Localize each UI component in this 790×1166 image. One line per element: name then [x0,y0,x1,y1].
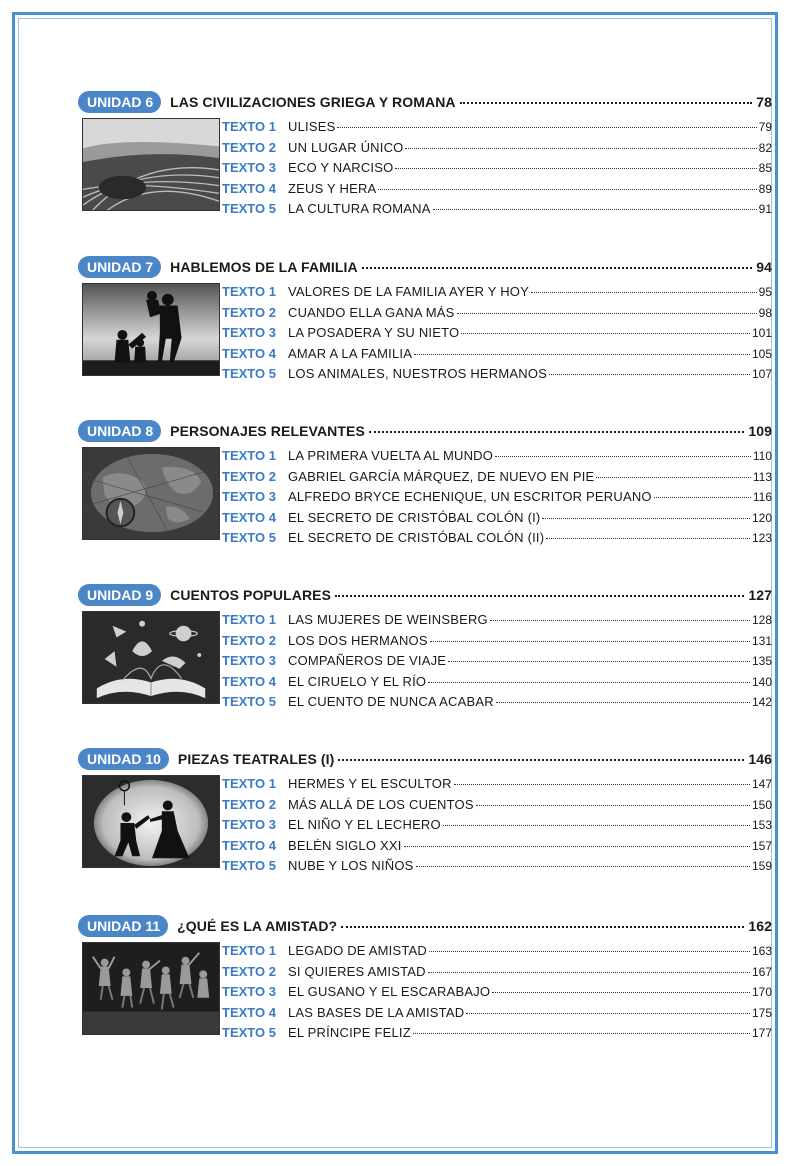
dot-leader [362,267,753,269]
unit-badge: UNIDAD 7 [78,256,161,278]
toc-row[interactable] [222,674,772,695]
dot-leader [460,102,753,104]
texto-page-number: 131 [751,633,772,648]
friends-jumping-photo [82,942,220,1035]
texto-label: TEXTO 3 [222,984,276,1000]
dot-leader [531,292,757,293]
dot-leader [654,497,751,498]
unit-page-number: 94 [756,259,772,275]
unit-badge: UNIDAD 8 [78,420,161,442]
texto-title: LAS MUJERES DE WEINSBERG [288,612,488,627]
dot-leader [549,374,750,375]
texto-title: EL CIRUELO Y EL RÍO [288,673,427,689]
unit-page-number: 78 [756,94,772,110]
texto-label: TEXTO 5 [222,366,276,382]
texto-title: EL NIÑO Y EL LECHERO [288,817,441,833]
texto-label: TEXTO 3 [222,653,276,669]
dot-leader [413,1033,750,1034]
unit-title: HABLEMOS DE LA FAMILIA [170,259,358,275]
texto-page-number: 140 [751,674,772,689]
toc-row[interactable] [222,469,772,490]
unit-title: PIEZAS TEATRALES (I) [177,751,335,767]
texto-page-number: 170 [751,985,772,1000]
dot-leader [378,189,756,190]
toc-row[interactable] [222,119,772,140]
texto-title: LA PRIMERA VUELTA AL MUNDO [288,448,494,463]
toc-row[interactable] [222,140,772,161]
dot-leader [430,641,750,642]
toc-row[interactable] [222,530,772,551]
texto-title: SI QUIERES AMISTAD [288,963,426,979]
unit-header [78,914,772,938]
toc-row[interactable] [222,776,772,797]
texto-page-number: 82 [758,140,772,155]
toc-row[interactable] [222,838,772,859]
unit-badge: UNIDAD 11 [78,915,168,937]
unit-page-number: 146 [748,751,772,767]
unit-header [78,583,772,607]
texto-label: TEXTO 1 [222,119,276,134]
texto-page-number: 89 [758,181,772,196]
texto-title: LA POSADERA Y SU NIETO [288,325,460,341]
toc-row[interactable] [222,633,772,654]
texto-title: HERMES Y EL ESCULTOR [288,776,452,791]
texto-title: ECO Y NARCISO [288,160,394,176]
toc-row[interactable] [222,346,772,367]
texto-label: TEXTO 1 [222,943,276,958]
texto-label: TEXTO 2 [222,632,276,648]
texto-page-number: 153 [751,818,772,833]
texto-label: TEXTO 1 [222,448,276,463]
texto-label: TEXTO 1 [222,284,276,299]
texto-page-number: 142 [751,695,772,710]
unit-title: LAS CIVILIZACIONES GRIEGA Y ROMANA [170,94,456,110]
dot-leader [395,168,756,169]
puppet-theater-silhouette [82,775,220,868]
unit-title: CUENTOS POPULARES [170,587,332,603]
toc-row[interactable] [222,325,772,346]
texto-page-number: 101 [751,326,772,341]
texto-page-number: 79 [758,120,772,134]
texto-page-number: 167 [751,964,772,979]
dot-leader [461,333,750,334]
texto-title: BELÉN SIGLO XXI [288,837,402,853]
unit-title-row [178,751,772,767]
unit-header [78,747,772,771]
texto-label: TEXTO 4 [222,1004,276,1020]
texto-page-number: 175 [751,1005,772,1020]
dot-leader [495,456,751,457]
texto-label: TEXTO 5 [222,858,276,874]
texto-page-number: 147 [751,777,772,791]
dot-leader [454,784,750,785]
dot-leader [405,148,756,149]
toc-row[interactable] [222,1005,772,1026]
texto-page-number: 123 [751,531,772,546]
texto-page-number: 91 [758,202,772,217]
texto-title: ZEUS Y HERA [288,180,377,196]
dot-leader [496,702,750,703]
texto-title: LAS BASES DE LA AMISTAD [288,1004,465,1020]
unit-section [78,583,772,715]
unit-header [78,419,772,443]
unit-badge: UNIDAD 6 [78,91,161,113]
texto-page-number: 105 [751,346,772,361]
texto-title: VALORES DE LA FAMILIA AYER Y HOY [288,284,529,299]
texto-label: TEXTO 4 [222,345,276,361]
unit-section [78,419,772,551]
dot-leader [546,538,750,539]
dot-leader [428,972,750,973]
unit-page-number: 127 [748,587,772,603]
toc-row[interactable] [222,201,772,222]
texto-label: TEXTO 3 [222,325,276,341]
toc-row[interactable] [222,817,772,838]
texto-title: MÁS ALLÁ DE LOS CUENTOS [288,796,474,812]
texto-label: TEXTO 3 [222,817,276,833]
unit-title-row [170,423,772,439]
toc-row[interactable] [222,489,772,510]
texto-label: TEXTO 4 [222,180,276,196]
family-silhouette-photo [82,283,220,376]
toc-row[interactable] [222,984,772,1005]
texto-label: TEXTO 5 [222,1025,276,1041]
unit-title: PERSONAJES RELEVANTES [170,423,365,439]
unit-title-row [170,587,772,603]
toc-row[interactable] [222,448,772,469]
texto-label: TEXTO 2 [222,796,276,812]
texto-title: ULISES [288,119,336,134]
toc-row[interactable] [222,1025,772,1046]
texto-page-number: 135 [751,654,772,669]
dot-leader [542,518,750,519]
toc-row[interactable] [222,510,772,531]
texto-label: TEXTO 3 [222,489,276,505]
texto-title: ALFREDO BRYCE ECHENIQUE, UN ESCRITOR PERUANO [288,489,652,505]
dot-leader [337,127,756,128]
texto-title: EL CUENTO DE NUNCA ACABAR [288,694,494,710]
unit-title-row [177,918,772,934]
toc-row[interactable] [222,305,772,326]
toc-row[interactable] [222,181,772,202]
unit-title: ¿QUÉ ES LA AMISTAD? [177,918,338,934]
texto-page-number: 95 [758,285,772,299]
texto-title: LEGADO DE AMISTAD [288,943,427,958]
unit-title-row [170,259,772,275]
texto-page-number: 150 [751,797,772,812]
unit-title-row [170,94,772,110]
texto-page-number: 120 [751,510,772,525]
unit-header [78,90,772,114]
dot-leader [414,354,750,355]
texto-page-number: 85 [758,161,772,176]
toc-row[interactable] [222,858,772,879]
texto-title: LOS DOS HERMANOS [288,632,428,648]
texto-title: LOS ANIMALES, NUESTROS HERMANOS [288,366,548,382]
unit-section [78,747,772,879]
texto-label: TEXTO 3 [222,160,276,176]
texto-label: TEXTO 5 [222,201,276,217]
toc-row[interactable] [222,366,772,387]
unit-section [78,255,772,387]
texto-label: TEXTO 2 [222,468,276,484]
toc-row[interactable] [222,797,772,818]
texto-page-number: 113 [752,469,772,484]
toc-row[interactable] [222,612,772,633]
texto-title: CUANDO ELLA GANA MÁS [288,304,455,320]
texto-title: NUBE Y LOS NIÑOS [288,858,414,874]
toc-row[interactable] [222,943,772,964]
toc-row[interactable] [222,694,772,715]
dot-leader [433,209,757,210]
texto-title: EL PRÍNCIPE FELIZ [288,1025,411,1041]
texto-label: TEXTO 1 [222,776,276,791]
texto-page-number: 163 [751,944,772,958]
texto-title: AMAR A LA FAMILIA [288,345,413,361]
texto-label: TEXTO 2 [222,139,276,155]
unit-badge: UNIDAD 10 [78,748,169,770]
texto-label: TEXTO 4 [222,837,276,853]
texto-title: EL SECRETO DE CRISTÓBAL COLÓN (I) [288,509,541,525]
texto-label: TEXTO 5 [222,694,276,710]
texto-label: TEXTO 4 [222,509,276,525]
texto-page-number: 98 [758,305,772,320]
dot-leader [416,866,750,867]
toc-row[interactable] [222,160,772,181]
roman-theater-ruins-photo [82,118,220,211]
dot-leader [492,992,750,993]
texto-page-number: 116 [752,490,772,505]
texto-page-number: 110 [752,449,772,463]
open-storybook-illustration [82,611,220,704]
dot-leader [369,431,744,433]
dot-leader [428,682,750,683]
texto-title: UN LUGAR ÚNICO [288,139,404,155]
texto-label: TEXTO 4 [222,673,276,689]
unit-section [78,914,772,1046]
unit-page-number: 162 [748,918,772,934]
toc-row[interactable] [222,653,772,674]
texto-label: TEXTO 5 [222,530,276,546]
unit-header [78,255,772,279]
dot-leader [404,846,750,847]
dot-leader [335,595,744,597]
toc-row[interactable] [222,284,772,305]
texto-page-number: 159 [751,859,772,874]
dot-leader [476,805,750,806]
dot-leader [429,951,750,952]
unit-page-number: 109 [748,423,772,439]
texto-label: TEXTO 1 [222,612,276,627]
dot-leader [490,620,750,621]
unit-badge: UNIDAD 9 [78,584,161,606]
dot-leader [457,313,757,314]
texto-title: EL SECRETO DE CRISTÓBAL COLÓN (II) [288,530,545,546]
texto-title: EL GUSANO Y EL ESCARABAJO [288,984,491,1000]
texto-page-number: 128 [751,613,772,627]
dot-leader [338,759,744,761]
dot-leader [596,477,750,478]
unit-section [78,90,772,222]
texto-title: GABRIEL GARCÍA MÁRQUEZ, DE NUEVO EN PIE [288,468,595,484]
texto-title: LA CULTURA ROMANA [288,201,431,217]
texto-label: TEXTO 2 [222,304,276,320]
toc-row[interactable] [222,964,772,985]
texto-page-number: 157 [751,838,772,853]
texto-label: TEXTO 2 [222,963,276,979]
dot-leader [466,1013,750,1014]
old-map-compass-photo [82,447,220,540]
dot-leader [448,661,750,662]
texto-title: COMPAÑEROS DE VIAJE [288,653,447,669]
texto-page-number: 107 [751,367,772,382]
texto-page-number: 177 [751,1026,772,1041]
dot-leader [443,825,750,826]
dot-leader [341,926,744,928]
